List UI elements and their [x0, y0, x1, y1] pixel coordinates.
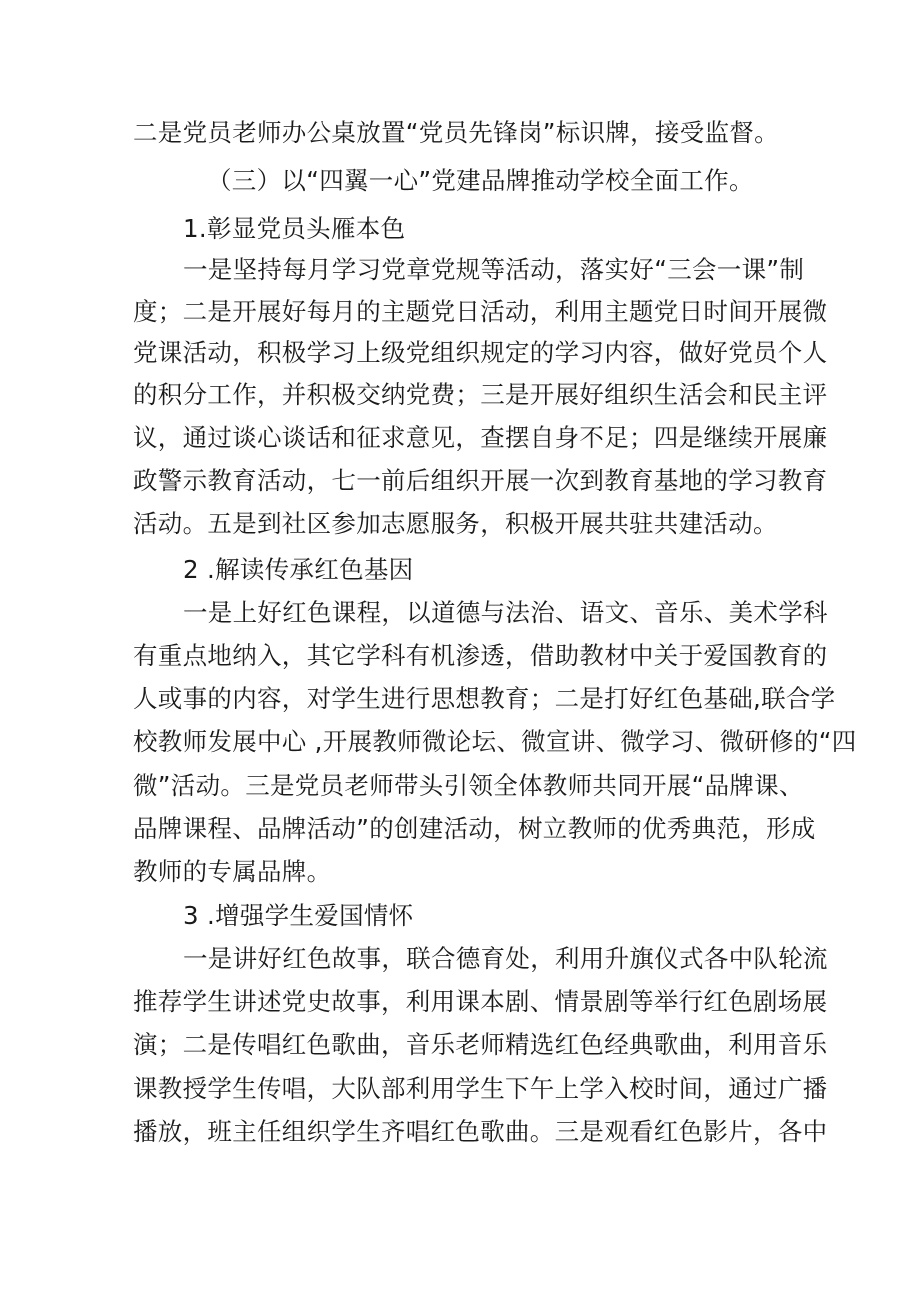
- paragraph-line: 推荐学生讲述党史故事，利用课本剧、情景剧等举行红色剧场展: [133, 987, 828, 1016]
- paragraph-line: 有重点地纳入，其它学科有机渗透，借助教材中关于爱国教育的: [133, 641, 828, 670]
- paragraph-line: 校教师发展中心 ,开展教师微论坛、微宣讲、微学习、微研修的“四: [133, 727, 857, 756]
- subsection-heading: 1.彰显党员头雁本色: [183, 214, 406, 243]
- paragraph-line: 的积分工作，并积极交纳党费；三是开展好组织生活会和民主评: [133, 380, 828, 409]
- paragraph-line: 教师的专属品牌。: [133, 857, 332, 886]
- paragraph-line: 一是讲好红色故事，联合德育处，利用升旗仪式各中队轮流: [183, 944, 828, 973]
- paragraph-line: 一是坚持每月学习党章党规等活动，落实好“三会一课”制: [183, 255, 805, 284]
- paragraph-line: 课教授学生传唱，大队部利用学生下午上学入校时间，通过广播: [133, 1074, 828, 1103]
- paragraph-line: 一是上好红色课程，以道德与法治、语文、音乐、美术学科: [183, 598, 828, 627]
- paragraph-line: 二是党员老师办公桌放置“党员先锋岗”标识牌，接受监督。: [133, 118, 779, 147]
- paragraph-line: 人或事的内容，对学生进行思想教育；二是打好红色基础,联合学: [133, 684, 836, 713]
- paragraph-line: 政警示教育活动，七一前后组织开展一次到教育基地的学习教育: [133, 466, 828, 495]
- paragraph-line: 演；二是传唱红色歌曲，音乐老师精选红色经典歌曲，利用音乐: [133, 1030, 828, 1059]
- subsection-heading: 2 .解读传承红色基因: [183, 555, 414, 584]
- paragraph-line: 品牌课程、品牌活动”的创建活动，树立教师的优秀典范，形成: [133, 814, 816, 843]
- paragraph-line: 微”活动。三是党员老师带头引领全体教师共同开展“品牌课、: [133, 771, 804, 800]
- paragraph-line: 党课活动，积极学习上级党组织规定的学习内容，做好党员个人: [133, 338, 828, 367]
- paragraph-line: 议，通过谈心谈话和征求意见，查摆自身不足；四是继续开展廉: [133, 423, 828, 452]
- paragraph-line: 播放，班主任组织学生齐唱红色歌曲。三是观看红色影片，各中: [133, 1117, 828, 1146]
- paragraph-line: 度；二是开展好每月的主题党日活动，利用主题党日时间开展微: [133, 297, 828, 326]
- section-heading: （三）以“四翼一心”党建品牌推动学校全面工作。: [207, 166, 754, 195]
- subsection-heading: 3 .增强学生爱国情怀: [183, 901, 414, 930]
- paragraph-line: 活动。五是到社区参加志愿服务，积极开展共驻共建活动。: [133, 509, 778, 538]
